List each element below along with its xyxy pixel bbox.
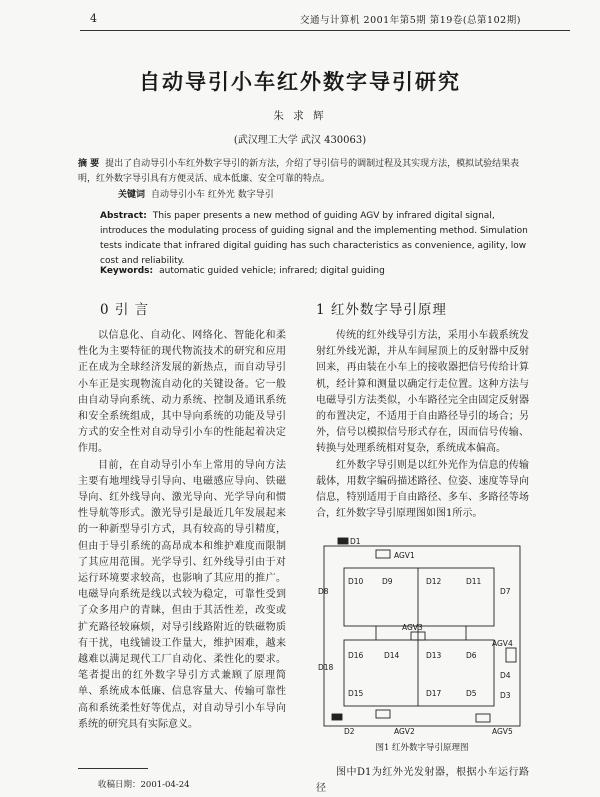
keywords-chinese-label: 关键词 [118, 190, 146, 200]
abstract-english [100, 209, 538, 269]
diagram-label: D18 [318, 663, 334, 672]
journal-running-header: 交通与计算机 2001年第5期 第19卷(总第102期) [300, 15, 521, 26]
keywords-chinese [118, 187, 274, 200]
diagram-label: D11 [466, 577, 482, 586]
diagram-label: D16 [348, 651, 364, 660]
diagram-label: D3 [500, 691, 511, 700]
figure-caption: 图1 红外数字导引原理图 [375, 743, 469, 753]
section-0-body [78, 328, 286, 733]
abstract-chinese [78, 157, 522, 187]
paper-title: 自动导引小车红外数字导引研究 [139, 70, 461, 94]
diagram-label: D8 [318, 587, 329, 596]
footnote-rule [78, 768, 148, 769]
diagram-label: AGV2 [394, 727, 415, 736]
diagram-label: AGV3 [402, 623, 423, 632]
abstract-english-text: This paper presents a new method of guiding AGV by infrared digital signal, introduces the modulating process of guiding signal and the implementing method. Simulation tests indicate that infrared digital guiding has such characteristics as convenience, agility, low cost and reliability. [100, 211, 528, 266]
keywords-english-text: automatic guided vehicle; infrared; digital guiding [159, 266, 385, 276]
diagram-outer-track [324, 546, 520, 726]
header-rule [80, 30, 570, 31]
section-1-heading: 1 红外数字导引原理 [316, 302, 447, 318]
diagram-label: D6 [466, 651, 477, 660]
diagram-label: AGV4 [492, 639, 513, 648]
diagram-label: AGV1 [394, 551, 415, 560]
received-date-footnote: 收稿日期：2001-04-24 [98, 780, 190, 790]
keywords-english-label: Keywords: [100, 266, 154, 276]
abstract-chinese-text: 提出了自动导引小车红外数字导引的新方法，介绍了导引信号的调制过程及其实现方法，模拟试验结果表明，红外数字导引具有方便灵活、成本低廉、安全可靠的特点。 [78, 159, 520, 184]
section-0-paragraph: 以信息化、自动化、网络化、智能化和柔性化为主要特征的现代物流技术的研究和应用正在成为全球经济发展的新热点，而自动导引小车正是实现物流自动化的关键设备。它一般由自动导向系统、动力系统、控制及通讯系统和安全系统组成，其中导向系统的功能及导引方式的安全性对自动导引小车的性能起着决定作用。 [78, 330, 286, 455]
affiliation: (武汉理工大学 武汉 430063) [233, 135, 367, 146]
section-1-paragraph: 传统的红外线导引方法，采用小车载系统发射红外线光源，并从车间屋顶上的反射器中反射回来，再由装在小车上的接收器把信号传给计算机，经计算和测量以确定行走位置。这种方法与电磁导引方法类似，小车路径完全由固定反射器的布置决定，不适用于自由路径导引的场合；另外，信号以模拟信号形式存在，因而信号传输、转换与处理系统相对复杂，系统成本偏高。 [316, 330, 529, 455]
diagram-label: D2 [344, 727, 355, 736]
diagram-label: D7 [500, 587, 511, 596]
emitter-d1 [338, 538, 348, 544]
abstract-english-label: Abstract: [100, 211, 147, 221]
section-0-heading: 0 引 言 [100, 302, 150, 318]
section-0-paragraph: 目前，在自动导引小车上常用的导向方法主要有地埋线导引导向、电磁感应导向、铁磁导向、红外线导向、激光导向、光学导向和惯性导航等形式。激光导引是最近几年发展起来的一种新型导引方式，具有较高的导引精度，但由于导引系统的高昂成本和维护难度而限制了其应用范围。光学导引、红外线导引由于对运行环境要求较高，也影响了其应用的推广。电磁导向系统是线以式较为稳定，可靠性受到了众多用户的青睐，但由于其活性差，改变或扩充路径较麻烦，对导引线路附近的铁磁物质有干扰，电线铺设工作量大，维护困难，越来越难以满足现代工厂自动化、柔性化的要求。笔者提出的红外数字导引方式兼顾了原理简单、系统成本低廉、信息容量大、传输可靠性高和系统柔性好等优点，对自动导引小车导向系统的研究具有实际意义。 [78, 459, 286, 730]
section-1-body [316, 328, 529, 522]
agv1-vehicle [376, 550, 390, 558]
diagram-label: D4 [500, 671, 511, 680]
diagram-label: AGV5 [492, 727, 513, 736]
diagram-label: D1 [350, 537, 361, 546]
diagram-label: D9 [382, 577, 393, 586]
keywords-chinese-text: 自动导引小车 红外光 数字导引 [151, 190, 274, 200]
keywords-english [100, 266, 385, 276]
section-1-continuation [316, 765, 529, 797]
diagram-label: D12 [426, 577, 442, 586]
author: 朱 求 辉 [273, 110, 327, 122]
page-number: 4 [90, 12, 97, 25]
diagram-label: D17 [426, 689, 442, 698]
agv5-vehicle [476, 714, 490, 722]
diagram-label: D5 [466, 689, 477, 698]
abstract-chinese-label: 摘 要 [78, 159, 100, 169]
agv2-vehicle [376, 710, 390, 718]
diagram-label: D14 [384, 651, 400, 660]
diagram-label: D13 [426, 651, 442, 660]
section-1-paragraph: 图中D1为红外光发射器，根据小车运行路径 [316, 767, 529, 795]
section-1-paragraph: 红外数字导引则是以红外光作为信息的传输载体，用数字编码描述路径、位姿、速度等导向信息，特别适用于自由路径、多车、多路径等场合，红外数字导引原理图如图1所示。 [316, 459, 529, 520]
guidance-principle-diagram [316, 528, 528, 738]
diagram-label: D15 [348, 689, 364, 698]
diagram-label: D10 [348, 577, 364, 586]
emitter-d2 [332, 714, 342, 720]
agv4-vehicle [506, 648, 516, 662]
